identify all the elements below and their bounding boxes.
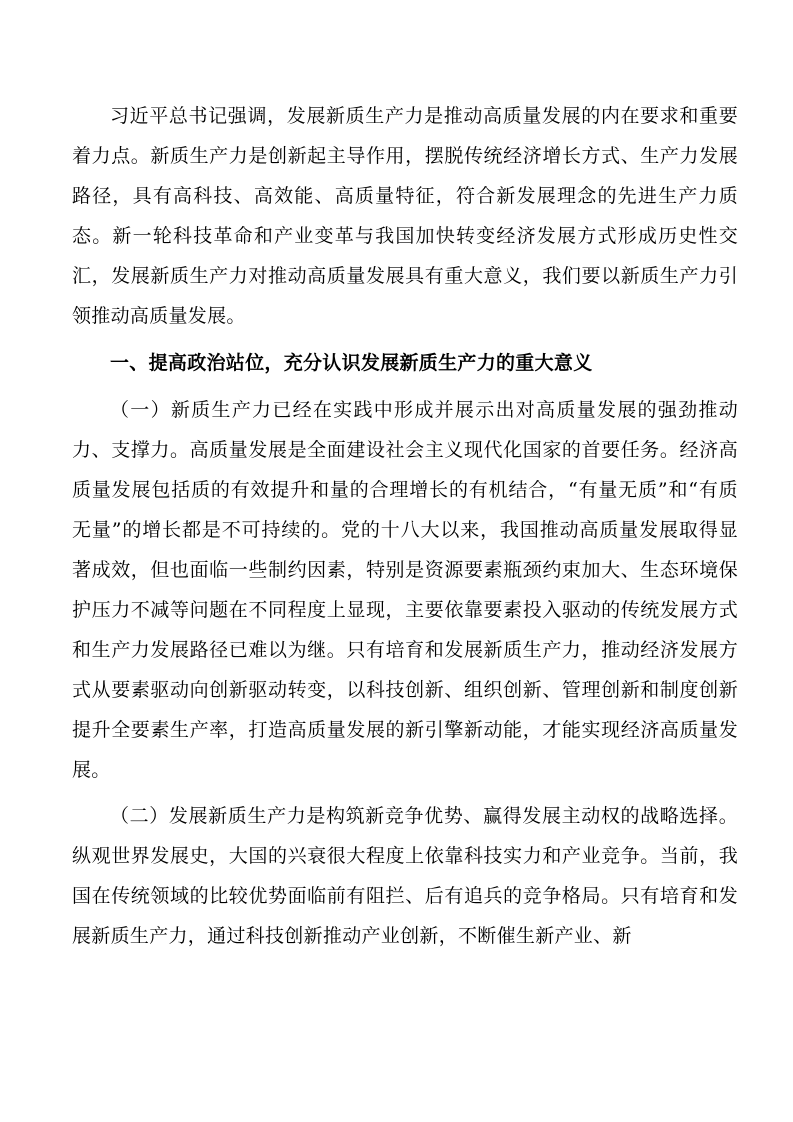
section-paragraph-2: （二）发展新质生产力是构筑新竞争优势、赢得发展主动权的战略选择。纵观世界发展史，大国的兴衰很大程度上依靠科技实力和产业竞争。当前，我国在传统领域的比较优势面临前有阻拦、后有追兵的竞争格局。只有培育和发展新质生产力，通过科技创新推动产业创新，不断催生新产业、新 (72, 805, 738, 947)
intro-paragraph: 习近平总书记强调，发展新质生产力是推动高质量发展的内在要求和重要着力点。新质生产力是创新起主导作用，摆脱传统经济增长方式、生产力发展路径，具有高科技、高效能、高质量特征，符合新发展理念的先进生产力质态。新一轮科技革命和产业变革与我国加快转变经济发展方式形成历史性交汇，发展新质生产力对推动高质量发展具有重大意义，我们要以新质生产力引领推动高质量发展。 (72, 105, 738, 327)
section-paragraph-1: （一）新质生产力已经在实践中形成并展示出对高质量发展的强劲推动力、支撑力。高质量发展是全面建设社会主义现代化国家的首要任务。经济高质量发展包括质的有效提升和量的合理增长的有机结合，“有量无质”和“有质无量”的增长都是不可持续的。党的十八大以来，我国推动高质量发展取得显著成效，但也面临一些制约因素，特别是资源要素瓶颈约束加大、生态环境保护压力不减等问题在不同程度上显现，主要依靠要素投入驱动的传统发展方式和生产力发展路径已难以为继。只有培育和发展新质生产力，推动经济发展方式从要素驱动向创新驱动转变，以科技创新、组织创新、管理创新和制度创新提升全要素生产率，打造高质量发展的新引擎新动能，才能实现经济高质量发展。 (72, 399, 738, 781)
section-heading: 一、提高政治站位，充分认识发展新质生产力的重大意义 (110, 352, 593, 374)
document-body (72, 96, 738, 956)
